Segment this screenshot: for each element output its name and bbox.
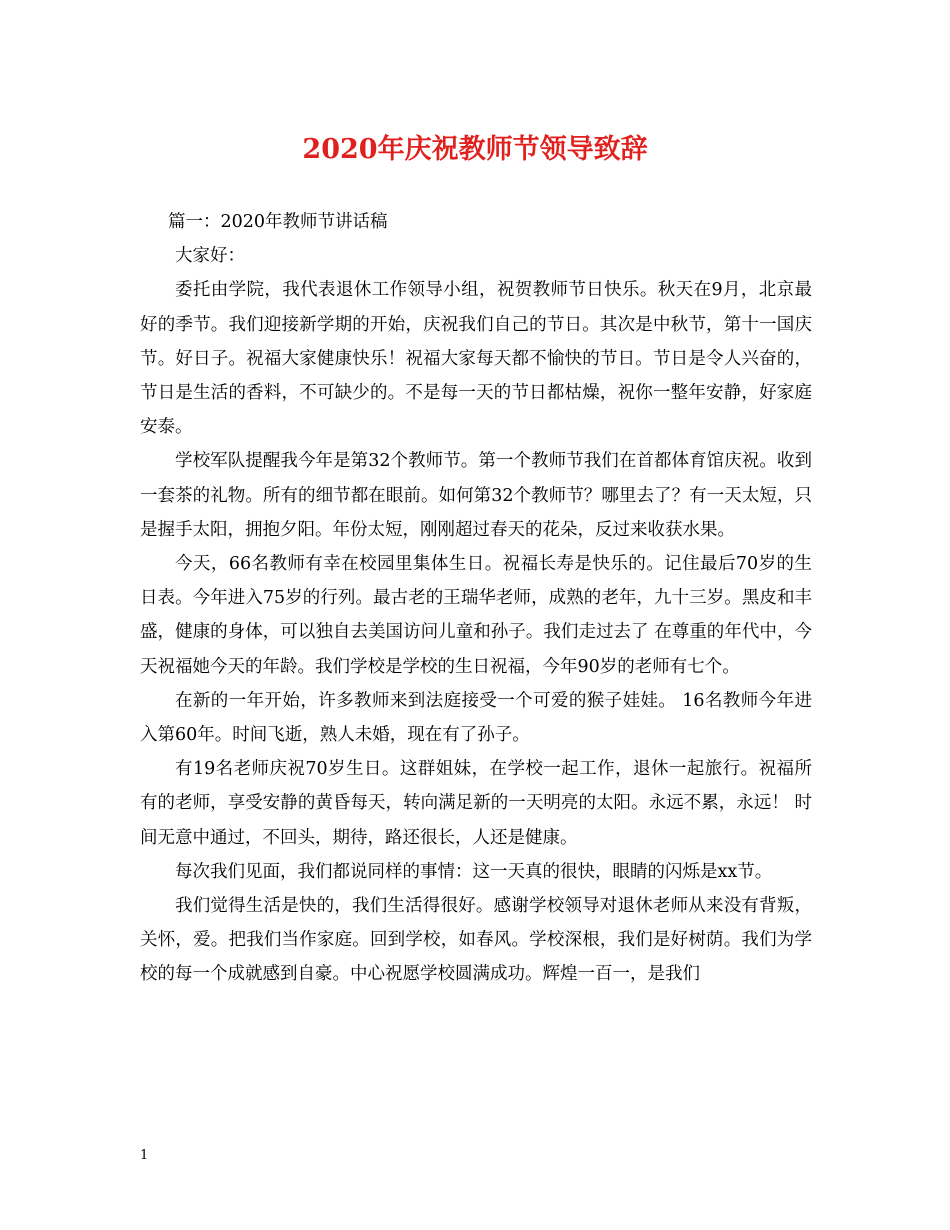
paragraph: 每次我们见面，我们都说同样的事情：这一天真的很快，眼睛的闪烁是xx节。: [175, 861, 773, 882]
paragraph: 我们觉得生活是快的，我们生活得很好。感谢学校领导对退休老师从来没有背叛，关怀，爱。把我们当作家庭。回到学校，如春风。学校深根，我们是好树荫。我们为学校的每一个成就感到自豪。中心祝愿学校圆满成功。辉煌一百一，是我们: [140, 896, 812, 985]
section-heading: 篇一：2020年教师节讲话稿: [168, 212, 388, 232]
paragraph: 委托由学院，我代表退休工作领导小组，祝贺教师节日快乐。秋天在9月，北京最好的季节。我们迎接新学期的开始，庆祝我们自己的节日。其次是中秋节，第十一国庆节。好日子。祝福大家健康快乐！祝福大家每天都不愉快的节日。节日是令人兴奋的，节日是生活的香料，不可缺少的。不是每一天的节日都枯燥，祝你一整年安静，好家庭安泰。: [140, 280, 812, 438]
paragraph: 有19名老师庆祝70岁生日。这群姐妹，在学校一起工作，退休一起旅行。祝福所有的老师，享受安静的黄昏每天，转向满足新的一天明亮的太阳。永远不累，永远！ 时间无意中通过，不回头，期待，路还很长，人还是健康。: [140, 759, 812, 848]
document-body: [140, 205, 812, 992]
paragraph: 今天，66名教师有幸在校园里集体生日。祝福长寿是快乐的。记住最后70岁的生日表。今年进入75岁的行列。最古老的王瑞华老师，成熟的老年，九十三岁。黑皮和丰盛，健康的身体，可以独自去美国访问儿童和孙子。我们走过去了 在尊重的年代中，今天祝福她今天的年龄。我们学校是学校的生日祝福，今年90岁的老师有七个。: [140, 554, 812, 677]
document-title: 2020年庆祝教师节领导致辞: [302, 134, 648, 165]
paragraph: 学校军队提醒我今年是第32个教师节。第一个教师节我们在首都体育馆庆祝。收到一套茶的礼物。所有的细节都在眼前。如何第32个教师节？哪里去了？有一天太短，只是握手太阳，拥抱夕阳。年份太短，刚刚超过春天的花朵，反过来收获水果。: [140, 451, 812, 540]
page-number: 1: [140, 1148, 149, 1163]
greeting: 大家好：: [175, 246, 245, 267]
paragraph: 在新的一年开始，许多教师来到法庭接受一个可爱的猴子娃娃。 16名教师今年进入第60年。时间飞逝，熟人未婚，现在有了孙子。: [140, 690, 812, 746]
